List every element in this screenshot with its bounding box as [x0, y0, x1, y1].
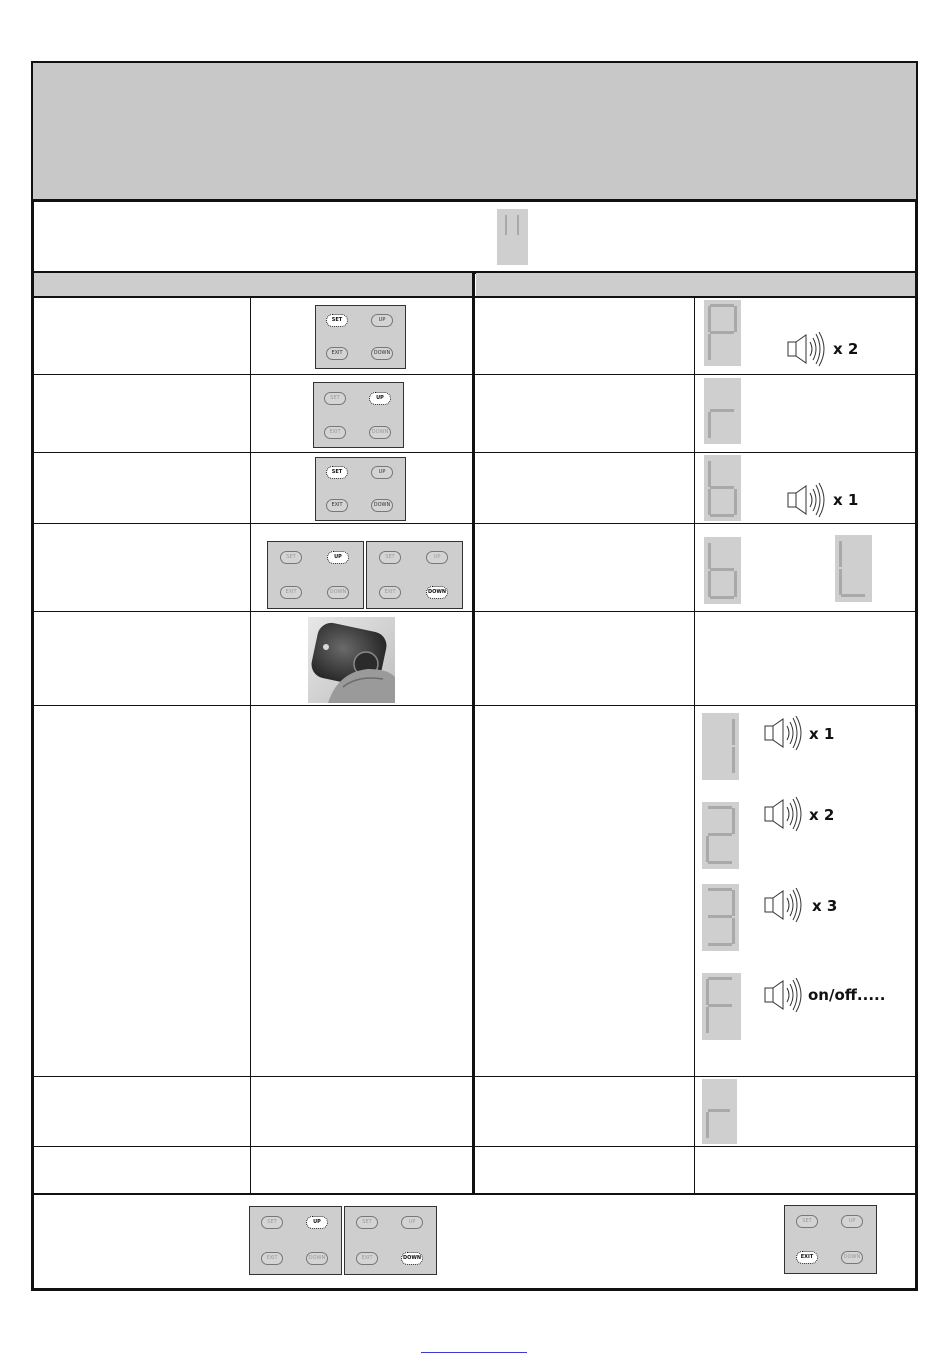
row-border-2 — [33, 452, 915, 453]
down-button[interactable]: DOWN — [371, 499, 393, 512]
set-button[interactable]: SET — [796, 1215, 818, 1228]
speaker-icon — [786, 483, 832, 519]
up-button[interactable]: UP — [401, 1216, 423, 1229]
row-border-4 — [33, 611, 915, 612]
set-button[interactable]: SET — [280, 551, 302, 564]
button-panel-down-2 — [344, 1206, 437, 1275]
speaker-icon — [763, 888, 809, 924]
exit-button[interactable]: EXIT — [796, 1251, 818, 1264]
segment-display-3 — [702, 884, 739, 951]
down-button[interactable]: DOWN — [841, 1251, 863, 1264]
table-right-border — [915, 61, 918, 1291]
up-button[interactable]: UP — [306, 1216, 328, 1229]
col-sep-3 — [694, 297, 695, 1194]
button-panel-down-1 — [366, 541, 463, 609]
set-button[interactable]: SET — [261, 1216, 283, 1229]
segment-display-p — [704, 300, 741, 366]
exit-button[interactable]: EXIT — [326, 347, 348, 360]
button-panel-exit — [784, 1205, 877, 1274]
segment-display-1 — [702, 713, 739, 780]
set-button[interactable]: SET — [326, 466, 348, 479]
segment-display-l — [835, 535, 872, 602]
down-button[interactable]: DOWN — [327, 586, 349, 599]
row-border-5 — [33, 705, 915, 706]
segment-display-b — [704, 455, 741, 521]
up-button[interactable]: UP — [371, 466, 393, 479]
speaker-icon — [763, 716, 809, 752]
button-panel-set-1 — [315, 305, 406, 369]
table-bottom-border — [31, 1288, 918, 1291]
table-left-border — [31, 61, 34, 1291]
beep-count-label: on/off..... — [808, 986, 886, 1004]
down-button[interactable]: DOWN — [371, 347, 393, 360]
row-border-3 — [33, 523, 915, 524]
speaker-icon — [786, 332, 832, 368]
col-sep-1 — [250, 297, 251, 1194]
beep-count-label: x 2 — [833, 340, 859, 358]
up-button[interactable]: UP — [369, 392, 391, 405]
speaker-icon — [763, 797, 809, 833]
up-button[interactable]: UP — [841, 1215, 863, 1228]
row-border-8 — [33, 1193, 915, 1195]
beep-count-label: x 3 — [812, 897, 838, 915]
segment-display-f — [702, 973, 741, 1040]
button-panel-set-2 — [315, 457, 406, 521]
col-sep-2 — [472, 271, 475, 1194]
set-button[interactable]: SET — [326, 314, 348, 327]
button-panel-up-1 — [313, 382, 404, 448]
remote-control-photo — [308, 617, 395, 703]
column-header-right — [476, 273, 915, 297]
down-button[interactable]: DOWN — [401, 1252, 423, 1265]
row-border-1 — [33, 374, 915, 375]
exit-button[interactable]: EXIT — [326, 499, 348, 512]
set-button[interactable]: SET — [379, 551, 401, 564]
header-band — [33, 63, 916, 199]
top-segment-display — [497, 209, 528, 265]
exit-button[interactable]: EXIT — [356, 1252, 378, 1265]
down-button[interactable]: DOWN — [426, 586, 448, 599]
up-button[interactable]: UP — [327, 551, 349, 564]
header-bottom-border — [31, 199, 918, 202]
row-border-6 — [33, 1076, 915, 1077]
segment-display-r — [704, 378, 741, 444]
footer-link[interactable] — [421, 1352, 527, 1353]
exit-button[interactable]: EXIT — [324, 426, 346, 439]
set-button[interactable]: SET — [356, 1216, 378, 1229]
down-button[interactable]: DOWN — [306, 1252, 328, 1265]
segment-display-2 — [702, 802, 739, 869]
column-header-left — [34, 273, 472, 297]
segment-display-b-2 — [704, 537, 741, 604]
speaker-icon — [763, 978, 809, 1014]
row-border-7 — [33, 1146, 915, 1147]
beep-count-label: x 1 — [809, 725, 835, 743]
beep-count-label: x 2 — [809, 806, 835, 824]
button-panel-up-3 — [249, 1206, 342, 1275]
set-button[interactable]: SET — [324, 392, 346, 405]
beep-count-label: x 1 — [833, 491, 859, 509]
down-button[interactable]: DOWN — [369, 426, 391, 439]
up-button[interactable]: UP — [371, 314, 393, 327]
exit-button[interactable]: EXIT — [379, 586, 401, 599]
exit-button[interactable]: EXIT — [280, 586, 302, 599]
up-button[interactable]: UP — [426, 551, 448, 564]
exit-button[interactable]: EXIT — [261, 1252, 283, 1265]
segment-display-r-2 — [702, 1079, 737, 1144]
button-panel-up-2 — [267, 541, 364, 609]
